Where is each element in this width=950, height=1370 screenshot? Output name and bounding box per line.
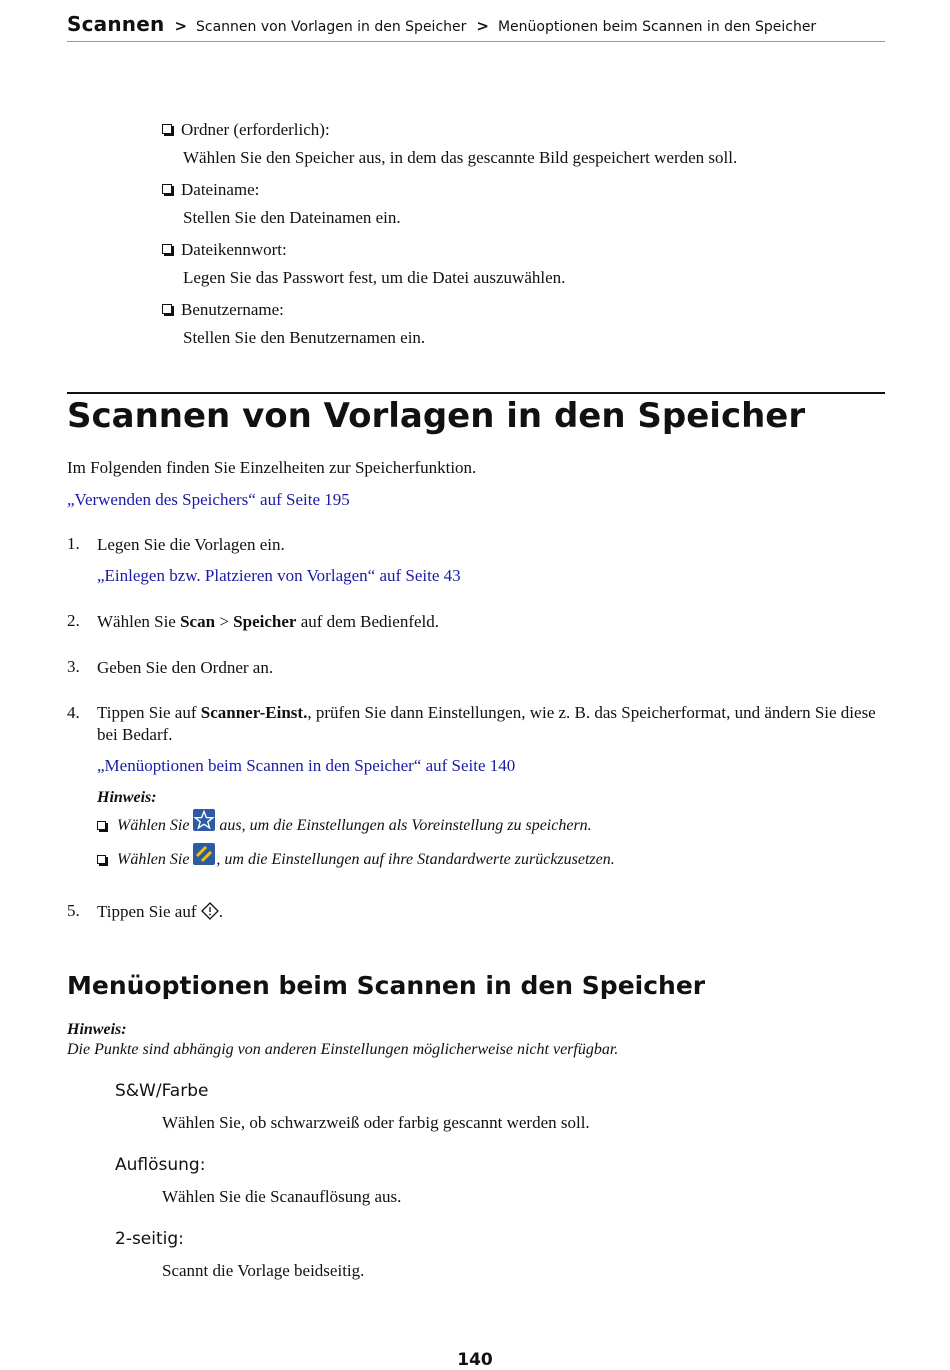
menu-scan-label: Scan [180, 612, 216, 631]
section-intro: Im Folgenden finden Sie Einzelheiten zur Speicherfunktion. [67, 458, 477, 477]
step-1 [97, 534, 877, 587]
breadcrumb-item-1[interactable]: Scannen von Vorlagen in den Speicher [196, 19, 467, 35]
menu-speicher-label: Speicher [233, 612, 297, 631]
breadcrumb-item-2[interactable]: Menüoptionen beim Scannen in den Speicher [497, 19, 817, 35]
link-menueoptionen[interactable]: „Menüoptionen beim Scannen in den Speicher“ auf Seite 140 [97, 756, 516, 775]
step-5 [97, 901, 877, 923]
option-item [162, 238, 862, 290]
step-text: Legen Sie die Vorlagen ein. [97, 535, 285, 554]
step-number: 4. [67, 703, 80, 722]
step-number: 2. [67, 611, 80, 630]
hint-title: Hinweis: [67, 1021, 127, 1038]
breadcrumb-separator: > [476, 17, 489, 35]
checkbox-bullet-icon [97, 821, 106, 830]
menu-item-title: S&W/Farbe [115, 1081, 209, 1101]
step-3 [97, 657, 877, 679]
hint-item [97, 849, 877, 871]
hint-text: Wählen Sie [117, 851, 190, 868]
menu-item-description: Wählen Sie die Scanauflösung aus. [162, 1187, 402, 1206]
step-text: . [218, 902, 223, 921]
option-title: Ordner (erforderlich): [181, 120, 330, 139]
link-verwenden-speicher[interactable]: „Verwenden des Speichers“ auf Seite 195 [67, 490, 350, 509]
step-number: 3. [67, 657, 80, 676]
step-text: > [215, 612, 234, 631]
page-number: 140 [457, 1350, 493, 1370]
checkbox-bullet-icon [97, 855, 106, 864]
option-description: Stellen Sie den Dateinamen ein. [183, 208, 401, 227]
step-text: , prüfen Sie dann Einstellungen, wie z. B. das Speicherformat, und ändern Sie diese bei Bedarf. [97, 703, 876, 744]
option-description: Stellen Sie den Benutzernamen ein. [183, 328, 426, 347]
step-number: 1. [67, 534, 80, 553]
step-text: Tippen Sie auf [97, 703, 201, 722]
reset-defaults-icon [193, 843, 215, 865]
step-2 [97, 611, 877, 633]
breadcrumb [67, 12, 885, 42]
option-description: Legen Sie das Passwort fest, um die Datei auszuwählen. [183, 268, 566, 287]
hint-text: Die Punkte sind abhängig von anderen Einstellungen möglicherweise nicht verfügbar. [67, 1041, 619, 1058]
scanner-einst-label: Scanner-Einst. [200, 703, 308, 722]
hint-title: Hinweis: [97, 789, 157, 806]
hint-text: aus, um die Einstellungen als Voreinstellung zu speichern. [219, 817, 592, 834]
option-title: Benutzername: [181, 300, 284, 319]
section-title: Scannen von Vorlagen in den Speicher [67, 396, 806, 436]
option-description: Wählen Sie den Speicher aus, in dem das gescannte Bild gespeichert werden soll. [183, 148, 738, 167]
checkbox-bullet-icon [162, 124, 172, 134]
menu-item-title: 2-seitig: [115, 1229, 184, 1249]
step-number: 5. [67, 901, 80, 920]
star-preset-icon [193, 809, 215, 831]
step-text: Wählen Sie [97, 612, 181, 631]
step-text: Geben Sie den Ordner an. [97, 658, 274, 677]
hint-text: Wählen Sie [117, 817, 190, 834]
menu-item-title: Auflösung: [115, 1155, 206, 1175]
start-diamond-icon [201, 902, 219, 920]
hint-item [97, 815, 877, 837]
option-title: Dateiname: [181, 180, 260, 199]
checkbox-bullet-icon [162, 244, 172, 254]
option-item [162, 118, 862, 170]
step-text: auf dem Bedienfeld. [296, 612, 439, 631]
link-einlegen-vorlagen[interactable]: „Einlegen bzw. Platzieren von Vorlagen“ auf Seite 43 [97, 566, 461, 585]
hint-text: , um die Einstellungen auf ihre Standardwerte zurückzusetzen. [216, 851, 615, 868]
option-list [162, 118, 862, 358]
breadcrumb-main[interactable]: Scannen [67, 12, 165, 36]
option-item [162, 298, 862, 350]
checkbox-bullet-icon [162, 304, 172, 314]
step-text: Tippen Sie auf [97, 902, 201, 921]
menu-item-description: Scannt die Vorlage beidseitig. [162, 1261, 365, 1280]
subsection-title: Menüoptionen beim Scannen in den Speicher [67, 971, 706, 1000]
breadcrumb-separator: > [174, 17, 188, 35]
menu-item-description: Wählen Sie, ob schwarzweiß oder farbig gescannt werden soll. [162, 1113, 590, 1132]
option-item [162, 178, 862, 230]
checkbox-bullet-icon [162, 184, 172, 194]
step-4 [97, 702, 877, 871]
option-title: Dateikennwort: [181, 240, 287, 259]
